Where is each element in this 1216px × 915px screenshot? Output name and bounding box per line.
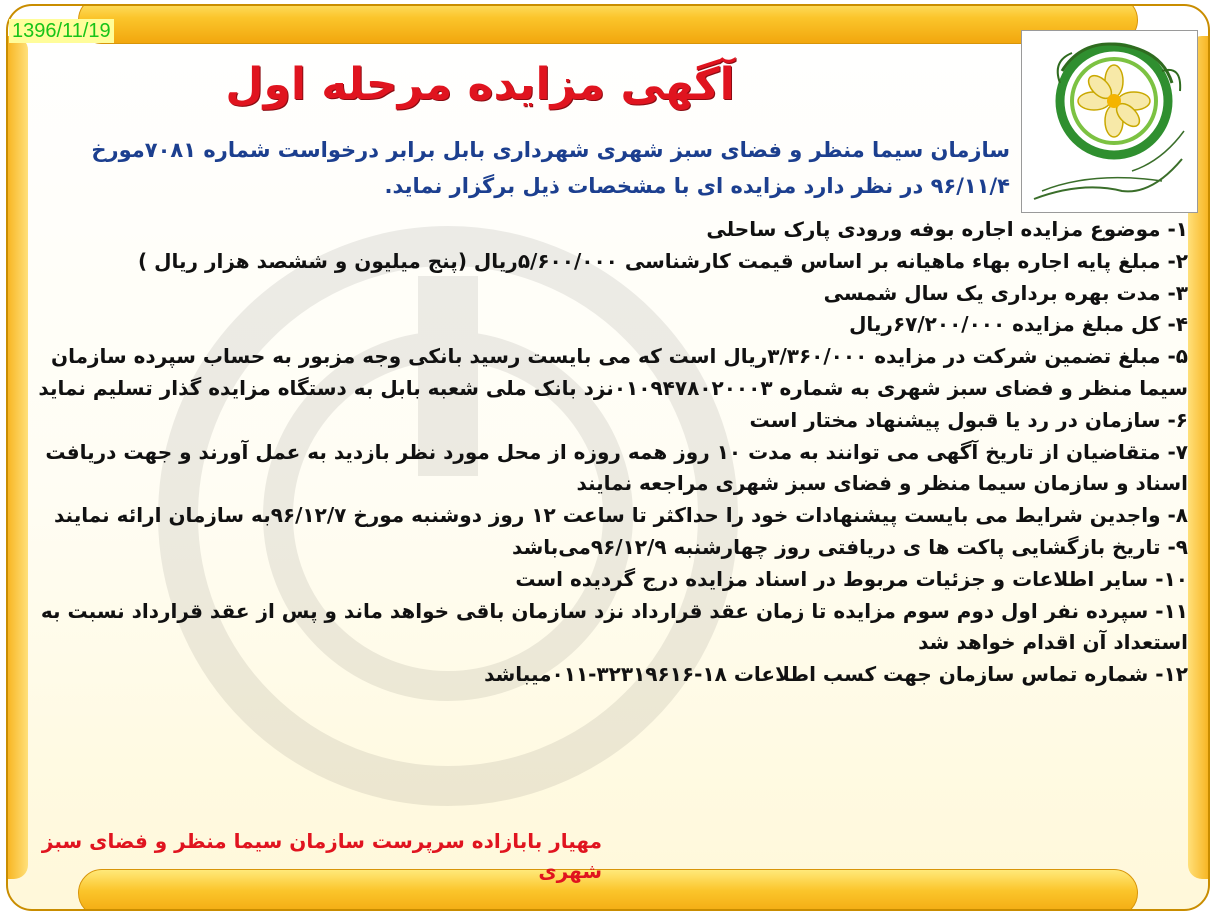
organization-logo — [1021, 30, 1198, 213]
signature-line: مهیار بابازاده سرپرست سازمان سیما منظر و فضای سبز شهری — [41, 829, 602, 883]
list-item: ۶- سازمان در رد یا قبول پیشنهاد مختار است — [749, 407, 1188, 432]
top-decorative-band — [78, 4, 1138, 44]
date-stamp: 1396/11/19 — [9, 19, 114, 43]
list-item: ۷- متقاضیان از تاریخ آگهی می توانند به مدت ۱۰ روز همه روزه از محل مورد نظر بازدید به عمل آورند و جهت دریافت اسناد و سازمان سیما منظر و فضای سبز شهری مراجعه نمایند — [45, 439, 1188, 496]
list-item: ۱۰- سایر اطلاعات و جزئیات مربوط در اسناد مزایده درج گردیده است — [515, 566, 1188, 591]
list-item: ۳- مدت بهره برداری یک سال شمسی — [823, 280, 1188, 305]
list-item: ۴- کل مبلغ مزایده ۶۷/۲۰۰/۰۰۰ریال — [849, 312, 1188, 337]
page-title: آگهی مزایده مرحله اول — [225, 59, 735, 110]
list-item: ۱- موضوع مزایده اجاره بوفه ورودی پارک ساحلی — [706, 217, 1188, 241]
list-item: ۱۱- سپرده نفر اول دوم سوم مزایده تا زمان عقد قرارداد نزد سازمان باقی خواهد ماند و پس از عقد قرارداد نسبت به استعداد آن اقدام خواهد شد — [40, 598, 1188, 655]
auction-conditions-list — [20, 214, 1188, 691]
list-item: ۲- مبلغ پایه اجاره بهاء ماهیانه بر اساس قیمت کارشناسی ۵/۶۰۰/۰۰۰ریال (پنج میلیون و ششصد هزار ریال ) — [138, 248, 1188, 273]
intro-paragraph: سازمان سیما منظر و فضای سبز شهری شهرداری بابل برابر درخواست شماره ۷۰۸۱مورخ ۹۶/۱۱/۴ در نظر دارد مزایده ای با مشخصات ذیل برگزار نماید. — [91, 138, 1010, 198]
list-item: ۱۲- شماره تماس سازمان جهت کسب اطلاعات ۱۸-۳۲۳۱۹۶۱۶-۰۱۱میباشد — [484, 662, 1188, 687]
list-item: ۹- تاریخ بازگشایی پاکت ها ی دریافتی روز چهارشنبه ۹۶/۱۲/۹می‌باشد — [512, 534, 1188, 559]
flower-wreath-logo-icon — [1022, 31, 1197, 212]
list-item: ۸- واجدین شرایط می بایست پیشنهادات خود را حداکثر تا ساعت ۱۲ روز دوشنبه مورخ ۹۶/۱۲/۷به سازمان ارائه نمایند — [54, 503, 1188, 528]
list-item: ۵- مبلغ تضمین شرکت در مزایده ۳/۳۶۰/۰۰۰ریال است که می بایست رسید بانکی وجه مزبور به حساب سپرده سازمان سیما منظر و فضای سبز شهری به شماره ۰۱۰۹۴۷۸۰۲۰۰۰۳نزد بانک ملی شعبه بابل به دستگاه مزایده گذار تسلیم نماید — [38, 344, 1188, 400]
